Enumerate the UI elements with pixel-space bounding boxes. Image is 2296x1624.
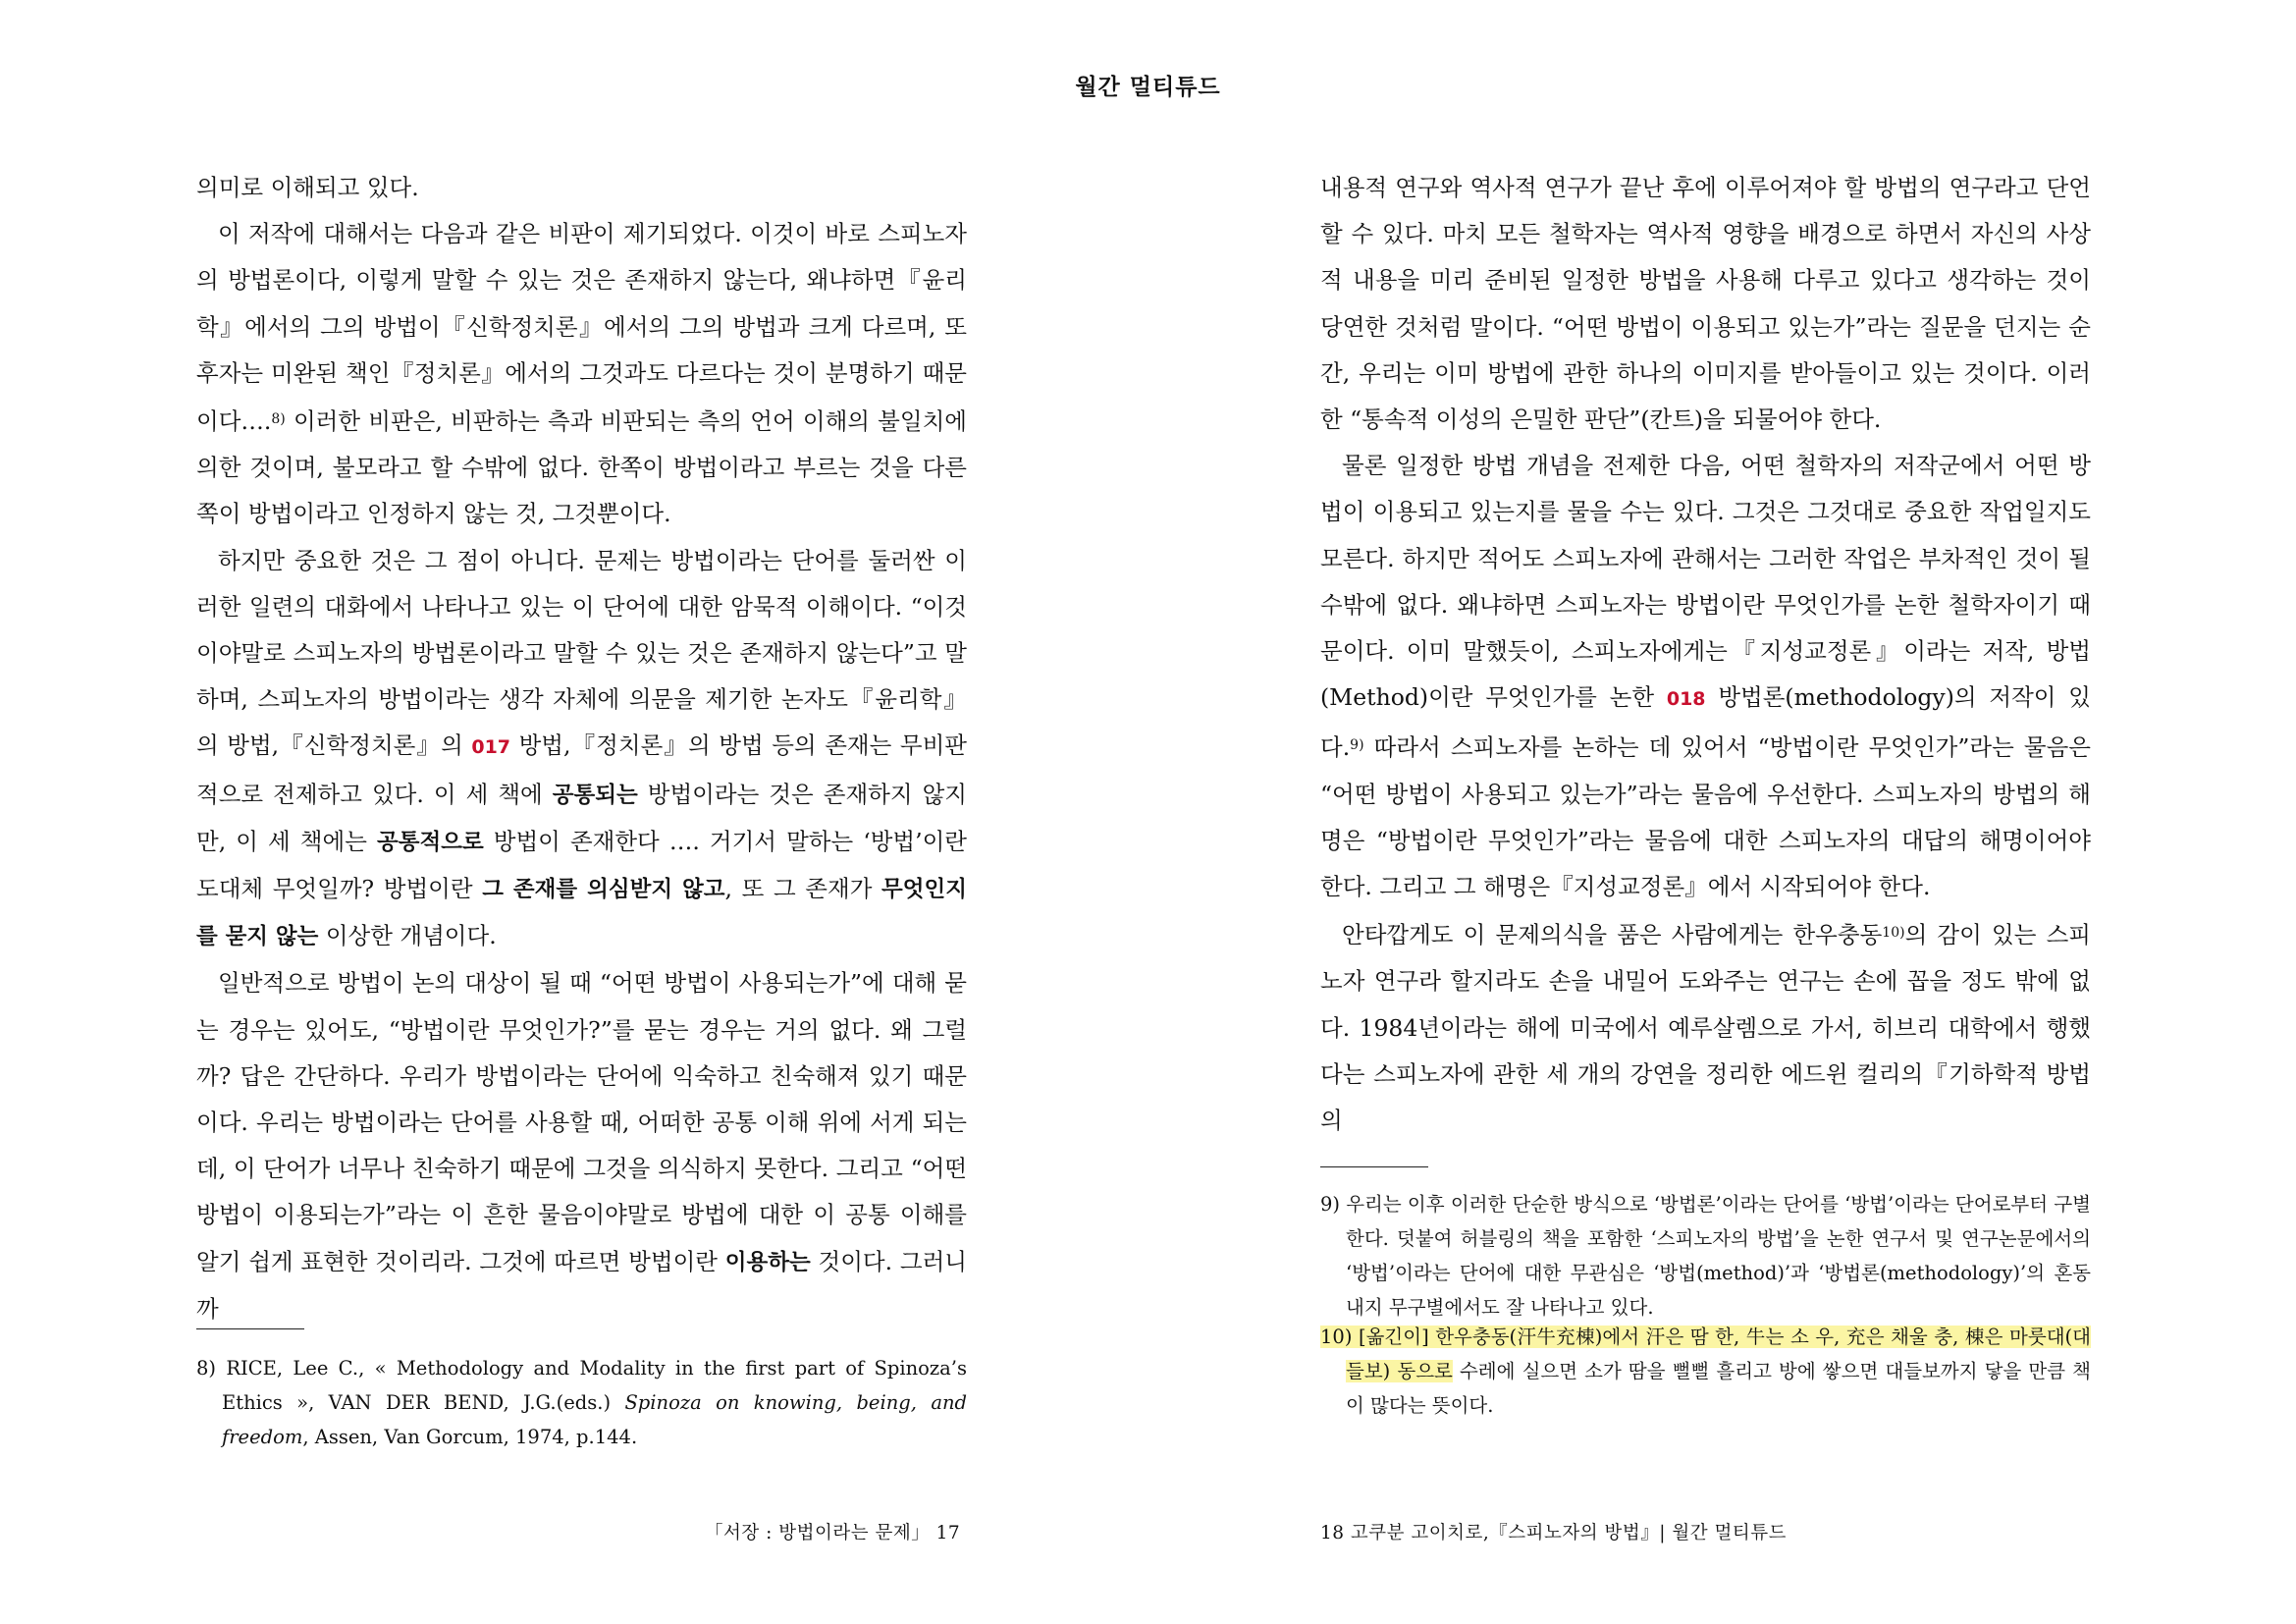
paragraph-text: 물론 일정한 방법 개념을 전제한 다음, 어떤 철학자의 저작군에서 어떤 방법이 이용되고 있는지를 물을 수는 있다. 그것은 그것대로 중요한 작업일지도 모른다. 하지만 적어도 스피노자에 관해서는 그러한 작업은 부차적인 것이 될 수밖에 없다. 왜냐하면 스피노자는 방법이란 무엇인가를 논한 철학자이기 때문이다. 이미 말했듯이, 스피노자에게는『지성교정론』이라는 저작, 방법(Method)이란 무엇인가를 논한 (1320, 452, 2091, 712)
original-page-marker: 017 (471, 736, 511, 759)
paragraph-text: 방법이라는 것은 존재하지 않지만, 이 세 책에는 (196, 780, 967, 855)
footnote-text-part: , Assen, Van Gorcum, 1974, p.144. (302, 1426, 638, 1448)
footnote-text (1320, 1320, 2091, 1423)
footnote-8 (196, 1351, 967, 1454)
paragraph-text: 내용적 연구와 역사적 연구가 끝난 후에 이루어져야 할 방법의 연구라고 단언할 수 있다. 마치 모든 철학자는 역사적 영향을 배경으로 하면서 자신의 사상적 내용을 미리 준비된 일정한 방법을 사용해 다루고 있다고 생각하는 것이 당연한 것처럼 말이다. “어떤 방법이 이용되고 있는가”라는 질문을 던지는 순간, 우리는 이미 방법에 관한 하나의 이미지를 받아들이고 있는 것이다. 이러한 “통속적 이성의 은밀한 판단”(칸트)을 되물어야 한다. (1320, 174, 2091, 434)
emphasis-text: 무엇인지를 묻지 않는 (196, 877, 967, 950)
running-header-title: 월간 멀티튜드 (1075, 75, 1221, 100)
footnote-9 (1320, 1187, 2091, 1325)
paragraph (196, 960, 967, 1332)
paragraph (196, 538, 967, 961)
emphasis-text: 공통적으로 (377, 829, 484, 855)
footnote-divider (1320, 1166, 1428, 1167)
footnote-ref-10: 10) (1882, 925, 1905, 942)
paragraph-text: 의 감이 있는 스피노자 연구라 할지라도 손을 내밀어 도와주는 연구는 손에 꼽을 정도 밖에 없다. 1984년이라는 해에 미국에서 예루살렘으로 가서, 히브리 대학에서 행했다는 스피노자에 관한 세 개의 강연을 정리한 에드윈 컬리의『기하학적 방법의 (1320, 921, 2091, 1135)
footnote-text-part: 수레에 실으면 소가 땀을 뻘뻘 흘리고 방에 쌓으면 대들보까지 닿을 만큼 책이 많다는 뜻이다. (1346, 1360, 2091, 1417)
right-page (1320, 165, 2092, 1417)
paragraph (1320, 165, 2091, 443)
emphasis-text: 이용하는 (724, 1249, 811, 1275)
paragraph-text: 이상한 개념이다. (318, 922, 497, 950)
paragraph-text: 방법이 존재한다 …. 거기서 말하는 ‘방법’이란 도대체 무엇일까? 방법이란 (196, 827, 967, 903)
footnote-divider (196, 1328, 304, 1329)
footnote-text-part: 8) RICE, Lee C., « Methodology and Modality in the first part of Spinoza’s Ethics », VAN DER BEND, J.G.(eds.) (196, 1357, 967, 1414)
footnote-ref-9: 9) (1350, 737, 1364, 754)
paragraph-text: 것이다. 그러니까 (196, 1247, 967, 1323)
paragraph-text: 하지만 중요한 것은 그 점이 아니다. 문제는 방법이라는 단어를 둘러싼 이러한 일련의 대화에서 나타나고 있는 이 단어에 대한 암묵적 이해이다. “이것이야말로 스피노자의 방법론이라고 말할 수 있는 것은 존재하지 않는다”고 말하며, 스피노자의 방법이라는 생각 자체에 의문을 제기한 논자도『윤리학』의 방법,『신학정치론』의 (196, 546, 967, 760)
paragraph-text: 방법,『정치론』의 방법 등의 존재는 무비판적으로 전제하고 있다. 이 세 책에 (196, 731, 967, 808)
paragraph (1320, 443, 2091, 910)
paragraph-text: 이러한 비판은, 비판하는 측과 비판되는 측의 언어 이해의 불일치에 의한 것이며, 불모라고 할 수밖에 없다. 한쪽이 방법이라고 부르는 것을 다른 쪽이 방법이라고 인정하지 않는 것, 그것뿐이다. (196, 407, 967, 528)
paragraph-text: 이 저작에 대해서는 다음과 같은 비판이 제기되었다. 이것이 바로 스피노자의 방법론이다, 이렇게 말할 수 있는 것은 존재하지 않는다, 왜냐하면『윤리학』에서의 그의 방법이『신학정치론』에서의 그의 방법과 크게 다르며, 또 후자는 미완된 책인『정치론』에서의 그것과도 다르다는 것이 분명하기 때문이다…. (196, 220, 967, 436)
footnote-text: 9) 우리는 이후 이러한 단순한 방식으로 ‘방법론’이라는 단어를 ‘방법’이라는 단어로부터 구별한다. 덧붙여 허블링의 책을 포함한 ‘스피노자의 방법’을 논한 연구서 및 연구논문에서의 ‘방법’이라는 단어에 대한 무관심은 ‘방법(method)’과 ‘방법론(methodology)’의 혼동 내지 무구별에서도 잘 나타나고 있다. (1320, 1193, 2091, 1319)
footnote-10 (1320, 1320, 2091, 1423)
footnote-ref-8: 8) (271, 411, 286, 428)
emphasis-text: 공통되는 (552, 782, 638, 808)
right-page-body (1320, 165, 2091, 1144)
right-page-footer: 18 고쿠분 고이치로,『스피노자의 방법』| 월간 멀티튜드 (1320, 1523, 1787, 1543)
paragraph-text: 방법론(methodology)의 저작이 있다. (1320, 683, 2092, 762)
paragraph (196, 165, 967, 211)
paragraph-text: 의미로 이해되고 있다. (196, 174, 419, 201)
left-page-body (196, 165, 967, 1332)
paragraph (1320, 910, 2091, 1144)
left-page (196, 165, 967, 1448)
paragraph-text: 안타깝게도 이 문제의식을 품은 사람에게는 한우충동 (1342, 921, 1883, 949)
left-page-footer: 「서장 : 방법이라는 문제」 17 (705, 1523, 961, 1543)
book-title: Spinoza on knowing, being, and freedom (222, 1391, 967, 1448)
footnote-text (196, 1351, 967, 1454)
paragraph-text: 따라서 스피노자를 논하는 데 있어서 “방법이란 무엇인가”라는 물음은 “어떤 방법이 사용되고 있는가”라는 물음에 우선한다. 스피노자의 방법의 해명은 “방법이란 무엇인가”라는 물음에 대한 스피노자의 대답의 해명이어야 한다. 그리고 그 해명은『지성교정론』에서 시작되어야 한다. (1320, 733, 2091, 901)
highlighted-text: 10) [옮긴이] 한우충동(汗牛充棟)에서 汗은 땀 한, 牛는 소 우, 充은 채울 충, 棟은 마룻대(대들보) 동으로 (1320, 1326, 2091, 1382)
paragraph (196, 211, 967, 537)
original-page-marker: 018 (1666, 688, 1706, 711)
paragraph-text: 일반적으로 방법이 논의 대상이 될 때 “어떤 방법이 사용되는가”에 대해 묻는 경우는 있어도, “방법이란 무엇인가?”를 묻는 경우는 거의 없다. 왜 그럴까? 답은 간단하다. 우리가 방법이라는 단어에 익숙하고 친숙해져 있기 때문이다. 우리는 방법이라는 단어를 사용할 때, 어떠한 공통 이해 위에 서게 되는데, 이 단어가 너무나 친숙하기 때문에 그것을 의식하지 못한다. 그리고 “어떤 방법이 이용되는가”라는 이 흔한 물음이야말로 방법에 대한 이 공통 이해를 알기 쉽게 표현한 것이리라. 그것에 따르면 방법이란 (196, 969, 967, 1275)
paragraph-text: , 또 그 존재가 (724, 875, 882, 903)
emphasis-text: 그 존재를 의심받지 않고 (482, 877, 725, 903)
